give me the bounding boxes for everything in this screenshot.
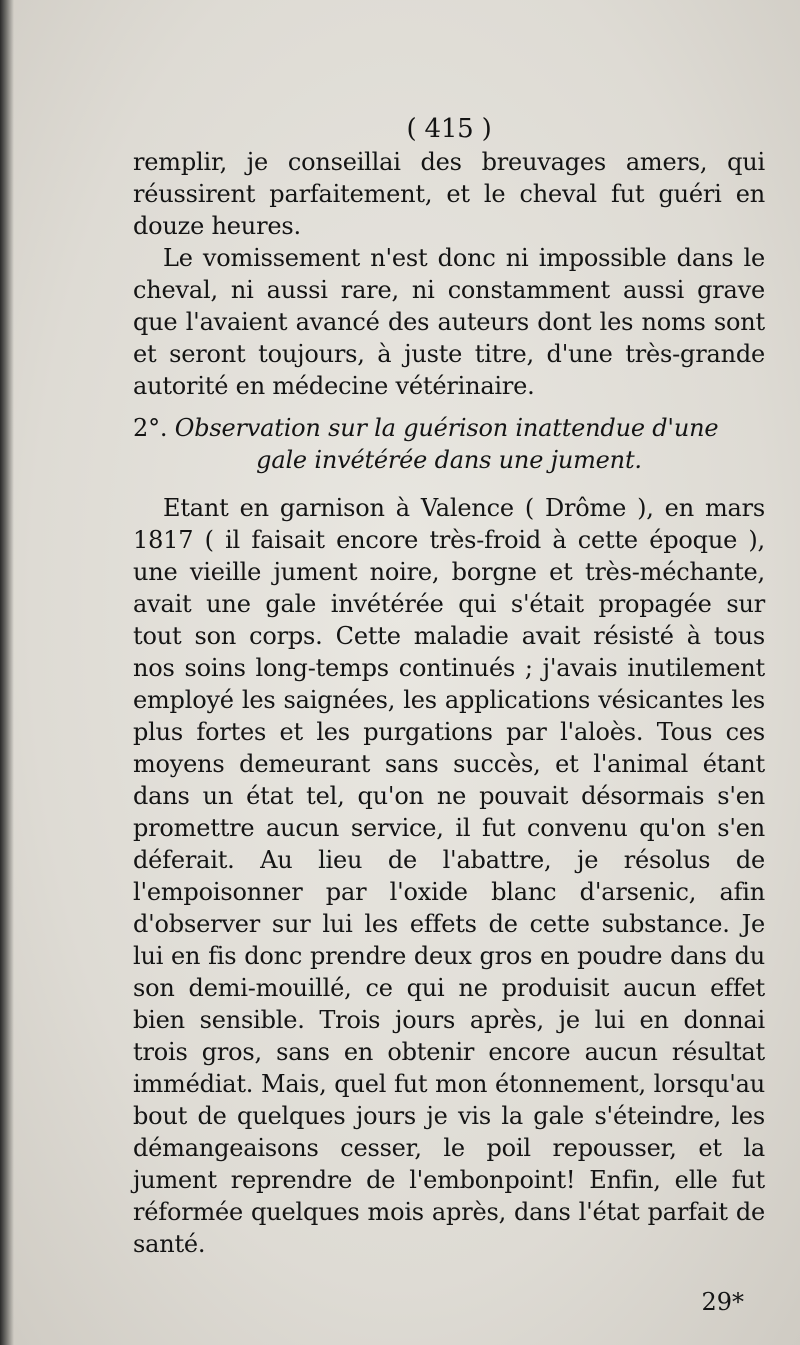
paragraph-observation: Etant en garnison à Valence ( Drôme ), en mars 1817 ( il faisait encore très-froid à cette époque ), une vieille jument noire, borgne et très-méchante, avait une gale invétérée qui s'était propagée sur tout son corps. Cette maladie avait résisté à tous nos soins long-temps continués ; j'avais inutilement employé les saignées, les applications vésicantes les plus fortes et les purgations par l'aloès. Tous ces moyens demeurant sans succès, et l'animal étant dans un état tel, qu'on ne pouvait désormais s'en promettre aucun service, il fut convenu qu'on s'en déferait. Au lieu de l'abattre, je résolus de l'empoisonner par l'oxide blanc d'arsenic, afin d'observer sur lui les effets de cette substance. Je lui en fis donc prendre deux gros en poudre dans du son demi-mouillé, ce qui ne produisit aucun effet bien sensible. Trois jours après, je lui en donnai trois gros, sans en obtenir encore aucun résultat immédiat. Mais, quel fut mon étonnement, lorsqu'au bout de quelques jours je vis la gale s'éteindre, les démangeaisons cesser, le poil repousser, et la jument reprendre de l'embonpoint! Enfin, elle fut réformée quelques mois après, dans l'état parfait de santé. [133, 494, 765, 1258]
signature-mark: 29* [701, 1288, 744, 1316]
paragraph-vomissement: Le vomissement n'est donc ni impossible dans le cheval, ni aussi rare, ni constamment aussi grave que l'avaient avancé des auteurs dont les noms sont et seront toujours, à juste titre, d'une très-grande autorité en médecine vétérinaire. [133, 244, 765, 400]
section-heading [133, 412, 765, 476]
paragraph-continuation: remplir, je conseillai des breuvages amers, qui réussirent parfaitement, et le cheval fut guéri en douze heures. [133, 148, 765, 240]
section-title-line1: Observation sur la guérison inattendue d'une [174, 414, 719, 442]
section-title-line2: gale invétérée dans une jument. [256, 446, 642, 474]
section-number: 2°. [133, 414, 168, 442]
page-number: ( 415 ) [406, 114, 492, 144]
text-block [133, 110, 765, 1260]
